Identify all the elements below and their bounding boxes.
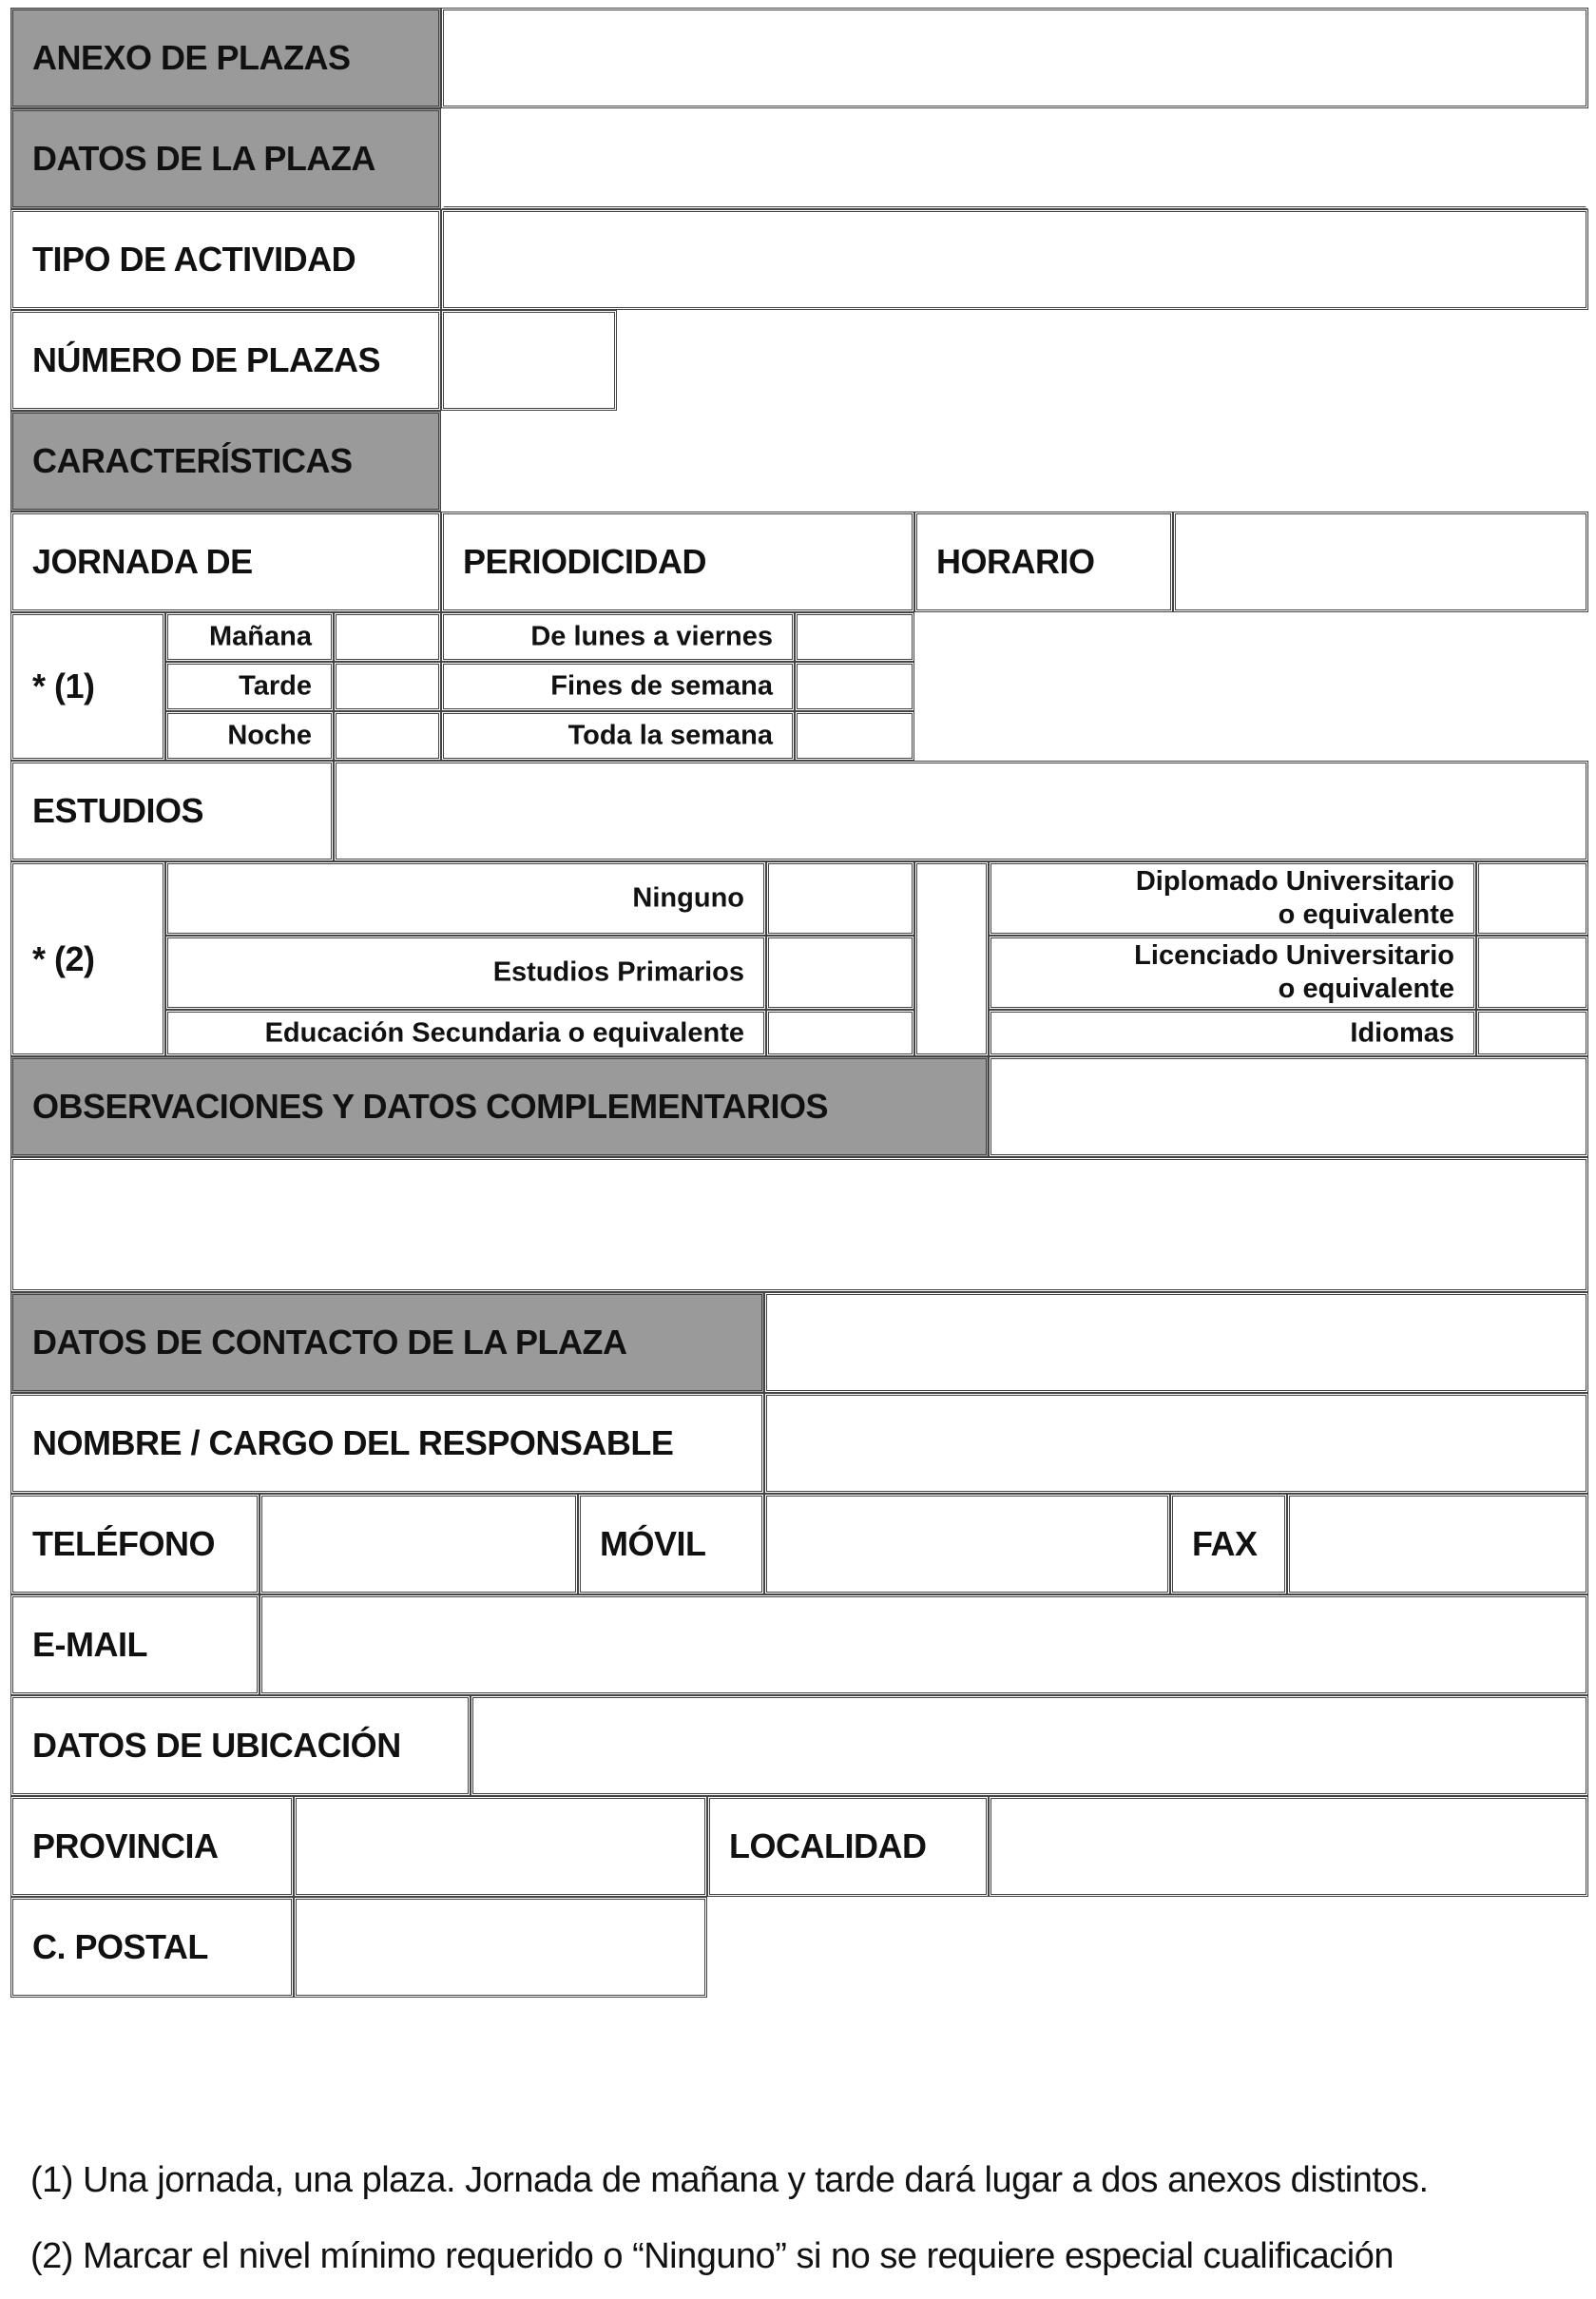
estudios-option-idiomas: Idiomas xyxy=(989,1010,1476,1056)
periodicidad-label: PERIODICIDAD xyxy=(463,542,707,581)
cpostal-label: C. POSTAL xyxy=(32,1927,208,1966)
tipo-actividad-label-cell xyxy=(10,209,441,310)
numero-plazas-label-cell xyxy=(10,310,441,411)
telefono-label: TELÉFONO xyxy=(32,1524,215,1563)
footnote-2: (2) Marcar el nivel mínimo requerido o “Ninguno” si no se requiere especial cualificación xyxy=(30,2236,1394,2276)
jornada-option-tarde: Tarde xyxy=(165,662,334,711)
estudios-checkbox-idiomas[interactable] xyxy=(1476,1010,1588,1056)
estudios-option-diplomado: Diplomado Universitario o equivalente xyxy=(989,861,1476,936)
telefono-label-cell xyxy=(10,1494,260,1594)
jornada-checkbox-manana[interactable] xyxy=(334,612,441,662)
ubicacion-label: DATOS DE UBICACIÓN xyxy=(32,1726,401,1765)
movil-label-cell xyxy=(578,1494,764,1594)
estudios-checkbox-secundaria[interactable] xyxy=(766,1010,914,1056)
periodicidad-option-toda-semana: Toda la semana xyxy=(441,711,795,761)
periodicidad-option-lunes-viernes: De lunes a viernes xyxy=(441,612,795,662)
estudios-option-secundaria: Educación Secundaria o equivalente xyxy=(165,1010,766,1056)
responsable-input[interactable] xyxy=(764,1393,1588,1494)
contacto-title: DATOS DE CONTACTO DE LA PLAZA xyxy=(32,1323,627,1362)
fax-label-cell xyxy=(1170,1494,1287,1594)
localidad-input[interactable] xyxy=(989,1796,1588,1897)
jornada-checkbox-tarde[interactable] xyxy=(334,662,441,711)
contacto-header xyxy=(10,1292,764,1393)
periodicidad-checkbox-toda-semana[interactable] xyxy=(795,711,914,761)
provincia-input[interactable] xyxy=(294,1796,707,1897)
datos-plaza-title: DATOS DE LA PLAZA xyxy=(32,139,375,178)
contacto-side-cell xyxy=(764,1292,1588,1393)
fax-input[interactable] xyxy=(1287,1494,1588,1594)
jornada-option-manana: Mañana xyxy=(165,612,334,662)
localidad-label: LOCALIDAD xyxy=(729,1826,927,1865)
numero-plazas-label: NÚMERO DE PLAZAS xyxy=(32,340,381,379)
estudios-option-ninguno: Ninguno xyxy=(165,861,766,936)
responsable-label-cell xyxy=(10,1393,764,1494)
annexo-title: ANEXO DE PLAZAS xyxy=(32,38,351,77)
estudios-checkbox-licenciado[interactable] xyxy=(1476,936,1588,1010)
estudios-option-primarios: Estudios Primarios xyxy=(165,936,766,1010)
estudios-input[interactable] xyxy=(334,761,1588,861)
jornada-label-cell xyxy=(10,512,441,612)
datos-plaza-blank xyxy=(441,108,1588,209)
horario-label: HORARIO xyxy=(936,542,1095,581)
estudios-spacer-column xyxy=(914,861,989,1056)
footnote-1: (1) Una jornada, una plaza. Jornada de mañana y tarde dará lugar a dos anexos distintos. xyxy=(30,2160,1429,2200)
periodicidad-label-cell xyxy=(441,512,914,612)
ubicacion-label-cell xyxy=(10,1695,471,1796)
estudios-label: ESTUDIOS xyxy=(32,791,204,830)
note-marker-2-cell xyxy=(10,861,165,1056)
horario-label-cell xyxy=(914,512,1173,612)
jornada-checkbox-noche[interactable] xyxy=(334,711,441,761)
localidad-label-cell xyxy=(707,1796,989,1897)
estudios-checkbox-primarios[interactable] xyxy=(766,936,914,1010)
observaciones-textarea[interactable] xyxy=(10,1157,1588,1292)
provincia-label: PROVINCIA xyxy=(32,1826,219,1865)
datos-plaza-header xyxy=(10,108,441,209)
ubicacion-input[interactable] xyxy=(471,1695,1588,1796)
note-marker-1: * (1) xyxy=(32,667,95,705)
provincia-label-cell xyxy=(10,1796,294,1897)
observaciones-side-cell xyxy=(989,1056,1588,1157)
email-input[interactable] xyxy=(260,1594,1588,1695)
estudios-label-cell xyxy=(10,761,334,861)
note-marker-2: * (2) xyxy=(32,938,95,978)
caracteristicas-header xyxy=(10,411,441,512)
periodicidad-option-fines-semana: Fines de semana xyxy=(441,662,795,711)
caracteristicas-title: CARACTERÍSTICAS xyxy=(32,441,353,480)
numero-plazas-input[interactable] xyxy=(441,310,617,411)
movil-input[interactable] xyxy=(764,1494,1170,1594)
cpostal-label-cell xyxy=(10,1897,294,1998)
annexo-header xyxy=(10,8,441,108)
periodicidad-checkbox-fines-semana[interactable] xyxy=(795,662,914,711)
jornada-option-noche: Noche xyxy=(165,711,334,761)
periodicidad-checkbox-lunes-viernes[interactable] xyxy=(795,612,914,662)
annexo-field[interactable] xyxy=(441,8,1588,108)
telefono-input[interactable] xyxy=(260,1494,578,1594)
responsable-label: NOMBRE / CARGO DEL RESPONSABLE xyxy=(32,1423,674,1462)
movil-label: MÓVIL xyxy=(600,1524,706,1563)
observaciones-title: OBSERVACIONES Y DATOS COMPLEMENTARIOS xyxy=(32,1087,828,1126)
estudios-checkbox-diplomado[interactable] xyxy=(1476,861,1588,936)
estudios-option-licenciado: Licenciado Universitario o equivalente xyxy=(989,936,1476,1010)
note-marker-1-cell xyxy=(10,612,165,761)
fax-label: FAX xyxy=(1192,1524,1258,1563)
observaciones-header xyxy=(10,1056,989,1157)
horario-input[interactable] xyxy=(1173,512,1588,612)
jornada-label: JORNADA DE xyxy=(32,542,253,581)
tipo-actividad-input[interactable] xyxy=(441,209,1588,310)
estudios-checkbox-ninguno[interactable] xyxy=(766,861,914,936)
email-label-cell xyxy=(10,1594,260,1695)
tipo-actividad-label: TIPO DE ACTIVIDAD xyxy=(32,240,356,279)
cpostal-input[interactable] xyxy=(294,1897,707,1998)
email-label: E-MAIL xyxy=(32,1625,147,1664)
